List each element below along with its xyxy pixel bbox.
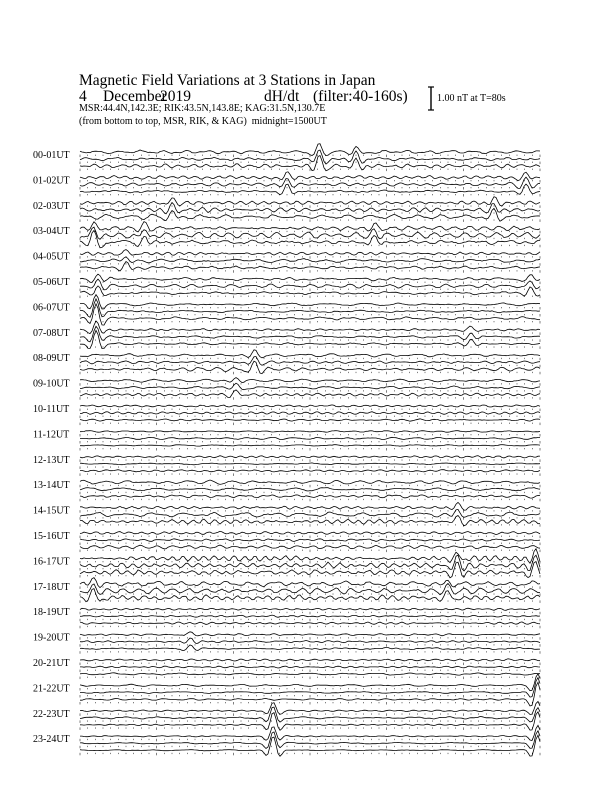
hour-row	[33, 480, 540, 501]
hour-label: 12-13UT	[33, 454, 70, 466]
minute-ticks	[80, 238, 540, 241]
trace-kag	[80, 431, 540, 433]
hour-label: 22-23UT	[33, 708, 70, 720]
hour-row	[33, 531, 540, 552]
hour-label: 01-02UT	[33, 175, 70, 187]
minute-ticks	[80, 416, 540, 419]
trace-kag	[80, 274, 540, 282]
minute-ticks	[80, 677, 540, 680]
minute-ticks	[80, 626, 540, 629]
hour-label: 18-19UT	[33, 607, 70, 619]
hour-row	[33, 725, 540, 756]
trace-msr	[80, 673, 540, 675]
minute-ticks	[80, 753, 540, 756]
trace-msr	[80, 445, 540, 447]
hour-row	[33, 674, 540, 706]
hour-row	[33, 429, 540, 450]
minute-ticks	[80, 619, 540, 622]
hour-label: 09-10UT	[33, 378, 70, 390]
trace-rik	[80, 463, 540, 465]
minute-ticks	[80, 212, 540, 215]
minute-ticks	[80, 372, 540, 375]
trace-kag	[80, 632, 540, 636]
minute-ticks	[80, 466, 540, 469]
minute-ticks	[80, 245, 540, 248]
trace-rik	[80, 279, 540, 290]
minute-ticks	[80, 720, 540, 723]
minute-ticks	[80, 510, 540, 513]
minute-ticks	[80, 713, 540, 716]
minute-ticks	[80, 180, 540, 183]
minute-ticks	[80, 593, 540, 596]
hour-row	[33, 549, 540, 578]
minute-ticks	[80, 561, 540, 564]
hour-label: 04-05UT	[33, 251, 70, 263]
hour-label: 02-03UT	[33, 200, 70, 212]
minute-ticks	[80, 492, 540, 495]
minute-ticks	[80, 746, 540, 749]
minute-ticks	[80, 231, 540, 234]
minute-ticks	[80, 663, 540, 666]
minute-ticks	[80, 169, 540, 172]
trace-rik	[80, 203, 540, 214]
trace-msr	[80, 622, 540, 625]
trace-msr	[80, 419, 540, 421]
minute-ticks	[80, 339, 540, 342]
hour-row	[33, 607, 540, 628]
trace-kag	[80, 456, 540, 458]
minute-ticks	[80, 485, 540, 488]
hour-label: 07-08UT	[33, 327, 70, 339]
trace-kag	[80, 350, 540, 358]
minute-ticks	[80, 586, 540, 589]
hour-row	[33, 378, 540, 400]
hour-row	[33, 455, 540, 476]
minute-ticks	[80, 524, 540, 527]
minute-ticks	[80, 155, 540, 158]
trace-kag	[80, 250, 540, 256]
hour-row	[33, 321, 540, 349]
trace-msr	[80, 545, 540, 549]
minute-ticks	[80, 670, 540, 673]
hour-row	[33, 658, 540, 679]
minute-ticks	[80, 600, 540, 603]
hour-label: 00-01UT	[33, 150, 70, 161]
hour-row	[33, 222, 540, 248]
trace-rik	[80, 177, 540, 188]
minute-ticks	[80, 536, 540, 539]
minute-ticks	[80, 543, 540, 546]
hour-label: 08-09UT	[33, 353, 70, 365]
hour-row	[33, 172, 540, 197]
minute-ticks	[80, 473, 540, 476]
hour-row	[33, 144, 540, 171]
trace-msr	[80, 495, 540, 498]
hour-row	[33, 250, 540, 273]
trace-rik	[80, 666, 540, 668]
trace-kag	[80, 378, 540, 383]
minute-ticks	[80, 499, 540, 502]
minute-ticks	[80, 332, 540, 335]
minute-ticks	[80, 256, 540, 259]
minute-ticks	[80, 434, 540, 437]
hour-label: 13-14UT	[33, 480, 70, 492]
hour-label: 06-07UT	[33, 302, 70, 314]
minute-ticks	[80, 517, 540, 520]
minute-ticks	[80, 568, 540, 571]
trace-kag	[80, 531, 540, 534]
minute-ticks	[80, 727, 540, 730]
hour-row	[33, 502, 540, 526]
filter-label: (filter:40-160s)	[313, 88, 408, 105]
hour-row	[33, 578, 540, 603]
scale-bar-label: 1.00 nT at T=80s	[437, 93, 506, 104]
chart-title: Magnetic Field Variations at 3 Stations in Japan	[79, 72, 376, 89]
trace-kag	[80, 502, 540, 510]
hour-label: 17-18UT	[33, 581, 70, 593]
trace-kag	[80, 659, 540, 661]
stations-info: MSR:44.4N,142.3E; RIK:43.5N,143.8E; KAG:31.5N,130.7E	[79, 103, 326, 114]
minute-ticks	[80, 205, 540, 208]
trace-rik	[80, 412, 540, 415]
minute-ticks	[80, 688, 540, 691]
minute-ticks	[80, 282, 540, 285]
date-month: December	[103, 88, 167, 105]
hour-label: 10-11UT	[33, 404, 70, 415]
minute-ticks	[80, 702, 540, 705]
hour-rows	[33, 144, 540, 757]
hour-row	[33, 404, 540, 425]
minute-ticks	[80, 448, 540, 451]
hour-row	[33, 350, 540, 375]
hour-label: 03-04UT	[33, 226, 70, 238]
minute-ticks	[80, 187, 540, 190]
minute-ticks	[80, 637, 540, 640]
hour-label: 05-06UT	[33, 277, 70, 288]
trace-rik	[80, 488, 540, 491]
trace-kag	[80, 608, 540, 610]
trace-rik	[80, 539, 540, 542]
quantity-label: dH/dt	[264, 88, 300, 105]
hour-label: 20-21UT	[33, 658, 70, 669]
hour-label: 16-17UT	[33, 556, 70, 568]
minute-ticks	[80, 409, 540, 412]
minute-ticks	[80, 739, 540, 742]
minute-ticks	[80, 358, 540, 361]
hour-label: 11-12UT	[33, 429, 70, 441]
minute-ticks	[80, 296, 540, 299]
minute-ticks	[80, 550, 540, 553]
minute-ticks	[80, 575, 540, 578]
date-year: 2019	[160, 88, 191, 105]
minute-ticks	[80, 441, 540, 444]
trace-kag	[80, 405, 540, 407]
minute-ticks	[80, 289, 540, 292]
trace-rik	[80, 678, 540, 698]
minute-ticks	[80, 194, 540, 197]
midnight-note: midnight=1500UT	[251, 116, 327, 127]
trace-kag	[80, 172, 540, 181]
hour-row	[33, 274, 540, 298]
trace-msr	[80, 470, 540, 472]
minute-ticks	[80, 695, 540, 698]
minute-ticks	[80, 397, 540, 400]
hour-row	[33, 632, 540, 654]
minute-ticks	[80, 307, 540, 310]
hour-row	[33, 702, 540, 731]
trace-rik	[80, 437, 540, 439]
hour-label: 19-20UT	[33, 632, 70, 644]
minute-ticks	[80, 644, 540, 647]
hour-label: 14-15UT	[33, 505, 70, 517]
minute-ticks	[80, 314, 540, 317]
minute-ticks	[80, 270, 540, 273]
minute-ticks	[80, 651, 540, 654]
trace-rik	[80, 615, 540, 617]
minute-ticks	[80, 219, 540, 222]
trace-order-note: (from bottom to top, MSR, RIK, & KAG)	[79, 116, 247, 127]
minute-ticks	[80, 612, 540, 615]
minute-ticks	[80, 383, 540, 386]
minute-ticks	[80, 365, 540, 368]
minute-ticks	[80, 263, 540, 266]
trace-kag	[80, 144, 540, 156]
trace-kag	[80, 480, 540, 484]
minute-ticks	[80, 346, 540, 349]
minute-ticks	[80, 162, 540, 165]
scale-bar	[428, 87, 434, 110]
trace-kag	[80, 197, 540, 206]
hour-label: 21-22UT	[33, 683, 70, 695]
date-day: 4	[79, 88, 87, 105]
trace-kag	[80, 222, 540, 232]
minute-ticks	[80, 321, 540, 324]
minute-ticks	[80, 459, 540, 462]
hour-label: 23-24UT	[33, 734, 70, 746]
hour-row	[33, 295, 540, 326]
minute-ticks	[80, 390, 540, 393]
minute-ticks	[80, 423, 540, 426]
hour-row	[33, 197, 540, 222]
trace-kag	[80, 578, 540, 588]
hour-label: 15-16UT	[33, 531, 70, 542]
